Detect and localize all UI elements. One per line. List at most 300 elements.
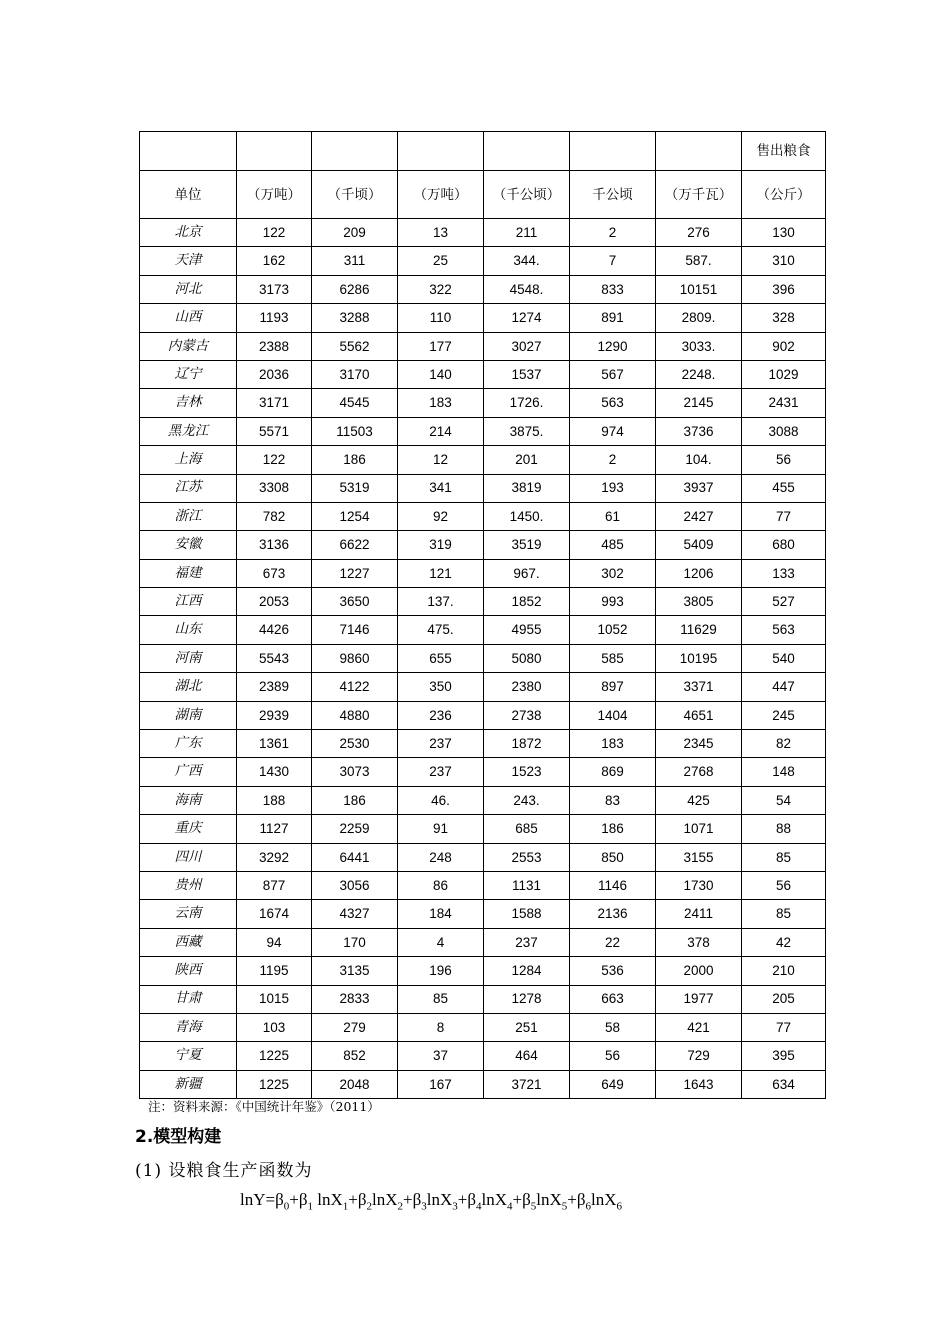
value-cell: 85 (742, 900, 826, 928)
value-cell: 279 (312, 1013, 398, 1041)
value-cell: 2345 (656, 730, 742, 758)
value-cell: 8 (398, 1013, 484, 1041)
value-cell: 1852 (484, 588, 570, 616)
value-cell: 421 (656, 1013, 742, 1041)
region-cell: 山东 (140, 616, 237, 644)
value-cell: 729 (656, 1042, 742, 1070)
region-cell: 宁夏 (140, 1042, 237, 1070)
header-cell (237, 132, 312, 171)
value-cell: 1674 (237, 900, 312, 928)
value-cell: 2389 (237, 673, 312, 701)
item-line: (1) 设粮食生产函数为 (135, 1161, 313, 1181)
value-cell: 328 (742, 304, 826, 332)
value-cell: 86 (398, 871, 484, 899)
table-row (140, 417, 826, 445)
value-cell: 396 (742, 275, 826, 303)
table-row (140, 815, 826, 843)
value-cell: 310 (742, 247, 826, 275)
value-cell: 170 (312, 928, 398, 956)
beta-symbol: β (522, 1190, 531, 1209)
value-cell: 61 (570, 502, 656, 530)
value-cell: 2048 (312, 1070, 398, 1098)
table-row (140, 474, 826, 502)
value-cell: 3135 (312, 957, 398, 985)
table-row (140, 730, 826, 758)
value-cell: 186 (312, 446, 398, 474)
variable-subscript: 3 (452, 1200, 458, 1213)
value-cell: 186 (312, 786, 398, 814)
value-cell: 2553 (484, 843, 570, 871)
value-cell: 140 (398, 360, 484, 388)
value-cell: 1225 (237, 1042, 312, 1070)
value-cell: 1278 (484, 985, 570, 1013)
value-cell: 237 (484, 928, 570, 956)
value-cell: 1225 (237, 1070, 312, 1098)
beta-symbol: β (412, 1190, 422, 1209)
value-cell: 2530 (312, 730, 398, 758)
value-cell: 6622 (312, 531, 398, 559)
value-cell: 4 (398, 928, 484, 956)
value-cell: 1146 (570, 871, 656, 899)
beta-subscript: 1 (307, 1200, 313, 1213)
region-cell: 海南 (140, 786, 237, 814)
value-cell: 1726. (484, 389, 570, 417)
value-cell: 634 (742, 1070, 826, 1098)
value-cell: 77 (742, 1013, 826, 1041)
value-cell: 3875. (484, 417, 570, 445)
value-cell: 4955 (484, 616, 570, 644)
value-cell: 2036 (237, 360, 312, 388)
value-cell: 2053 (237, 588, 312, 616)
value-cell: 183 (570, 730, 656, 758)
value-cell: 425 (656, 786, 742, 814)
table-row (140, 843, 826, 871)
value-cell: 902 (742, 332, 826, 360)
value-cell: 4327 (312, 900, 398, 928)
value-cell: 3292 (237, 843, 312, 871)
variable-subscript: 2 (397, 1200, 403, 1213)
table-row (140, 446, 826, 474)
value-cell: 833 (570, 275, 656, 303)
region-cell: 上海 (140, 446, 237, 474)
table-row (140, 758, 826, 786)
value-cell: 209 (312, 219, 398, 247)
formula-variable: lnX (372, 1190, 398, 1209)
region-cell: 安徽 (140, 531, 237, 559)
value-cell: 1195 (237, 957, 312, 985)
value-cell: 344. (484, 247, 570, 275)
value-cell: 3721 (484, 1070, 570, 1098)
table-row (140, 1013, 826, 1041)
value-cell: 350 (398, 673, 484, 701)
value-cell: 2738 (484, 701, 570, 729)
table-row (140, 588, 826, 616)
table-row (140, 360, 826, 388)
value-cell: 2136 (570, 900, 656, 928)
value-cell: 137. (398, 588, 484, 616)
unit-cell: （千顷） (312, 171, 398, 219)
beta-subscript: 2 (366, 1200, 372, 1213)
value-cell: 852 (312, 1042, 398, 1070)
value-cell: 3937 (656, 474, 742, 502)
value-cell: 891 (570, 304, 656, 332)
formula-variable: lnX (426, 1190, 453, 1209)
value-cell: 248 (398, 843, 484, 871)
value-cell: 11629 (656, 616, 742, 644)
beta-symbol: β (357, 1190, 367, 1209)
value-cell: 5571 (237, 417, 312, 445)
region-cell: 浙江 (140, 502, 237, 530)
value-cell: 567 (570, 360, 656, 388)
table-row (140, 957, 826, 985)
value-cell: 1430 (237, 758, 312, 786)
value-cell: 1290 (570, 332, 656, 360)
header-cell: 售出粮食 (742, 132, 826, 171)
region-cell: 贵州 (140, 871, 237, 899)
table-row (140, 701, 826, 729)
value-cell: 447 (742, 673, 826, 701)
value-cell: 1537 (484, 360, 570, 388)
value-cell: 56 (742, 446, 826, 474)
value-cell: 6441 (312, 843, 398, 871)
value-cell: 3155 (656, 843, 742, 871)
value-cell: 1015 (237, 985, 312, 1013)
region-cell: 北京 (140, 219, 237, 247)
region-cell: 甘肃 (140, 985, 237, 1013)
value-cell: 122 (237, 219, 312, 247)
value-cell: 1131 (484, 871, 570, 899)
table-row (140, 275, 826, 303)
value-cell: 2768 (656, 758, 742, 786)
value-cell: 7 (570, 247, 656, 275)
beta-symbol: β (298, 1190, 308, 1209)
variable-subscript: 5 (561, 1200, 568, 1213)
value-cell: 104. (656, 446, 742, 474)
value-cell: 877 (237, 871, 312, 899)
value-cell: 54 (742, 786, 826, 814)
value-cell: 5409 (656, 531, 742, 559)
region-cell: 湖北 (140, 673, 237, 701)
value-cell: 122 (237, 446, 312, 474)
region-cell: 新疆 (140, 1070, 237, 1098)
value-cell: 2248. (656, 360, 742, 388)
value-cell: 5543 (237, 644, 312, 672)
region-cell: 福建 (140, 559, 237, 587)
table-row (140, 332, 826, 360)
value-cell: 205 (742, 985, 826, 1013)
value-cell: 378 (656, 928, 742, 956)
value-cell: 211 (484, 219, 570, 247)
value-cell: 193 (570, 474, 656, 502)
value-cell: 1450. (484, 502, 570, 530)
value-cell: 3027 (484, 332, 570, 360)
formula-variable: lnX (536, 1190, 562, 1209)
value-cell: 1730 (656, 871, 742, 899)
value-cell: 869 (570, 758, 656, 786)
table-row (140, 786, 826, 814)
value-cell: 162 (237, 247, 312, 275)
table-row (140, 1070, 826, 1098)
value-cell: 3308 (237, 474, 312, 502)
plus-sign: + (348, 1190, 358, 1209)
value-cell: 455 (742, 474, 826, 502)
table-row (140, 219, 826, 247)
value-cell: 3170 (312, 360, 398, 388)
region-cell: 山西 (140, 304, 237, 332)
value-cell: 3650 (312, 588, 398, 616)
value-cell: 974 (570, 417, 656, 445)
header-cell (484, 132, 570, 171)
plus-sign: + (289, 1190, 299, 1209)
value-cell: 1193 (237, 304, 312, 332)
value-cell: 322 (398, 275, 484, 303)
value-cell: 850 (570, 843, 656, 871)
beta-subscript: 0 (283, 1200, 290, 1213)
table-row (140, 616, 826, 644)
value-cell: 42 (742, 928, 826, 956)
value-cell: 167 (398, 1070, 484, 1098)
value-cell: 177 (398, 332, 484, 360)
value-cell: 245 (742, 701, 826, 729)
region-cell: 江苏 (140, 474, 237, 502)
value-cell: 585 (570, 644, 656, 672)
value-cell: 2809. (656, 304, 742, 332)
value-cell: 3736 (656, 417, 742, 445)
region-cell: 西藏 (140, 928, 237, 956)
value-cell: 3805 (656, 588, 742, 616)
value-cell: 276 (656, 219, 742, 247)
value-cell: 186 (570, 815, 656, 843)
table-row (140, 644, 826, 672)
table-row (140, 304, 826, 332)
value-cell: 2939 (237, 701, 312, 729)
region-cell: 云南 (140, 900, 237, 928)
value-cell: 587. (656, 247, 742, 275)
value-cell: 1284 (484, 957, 570, 985)
unit-cell: （千公顷） (484, 171, 570, 219)
value-cell: 37 (398, 1042, 484, 1070)
table-footnote: 注：资料来源：《中国统计年鉴》（2011） (148, 1099, 380, 1114)
value-cell: 1127 (237, 815, 312, 843)
value-cell: 319 (398, 531, 484, 559)
value-cell: 2388 (237, 332, 312, 360)
value-cell: 2833 (312, 985, 398, 1013)
value-cell: 2431 (742, 389, 826, 417)
value-cell: 92 (398, 502, 484, 530)
section-title: 2.模型构建 (135, 1127, 222, 1147)
formula-variable: lnX (313, 1190, 343, 1209)
value-cell: 536 (570, 957, 656, 985)
value-cell: 4548. (484, 275, 570, 303)
region-cell: 湖南 (140, 701, 237, 729)
plus-sign: + (403, 1190, 413, 1209)
value-cell: 1254 (312, 502, 398, 530)
beta-subscript: 4 (476, 1200, 482, 1213)
value-cell: 214 (398, 417, 484, 445)
table-row (140, 389, 826, 417)
value-cell: 464 (484, 1042, 570, 1070)
value-cell: 12 (398, 446, 484, 474)
value-cell: 1274 (484, 304, 570, 332)
region-cell: 河南 (140, 644, 237, 672)
value-cell: 94 (237, 928, 312, 956)
region-cell: 青海 (140, 1013, 237, 1041)
value-cell: 46. (398, 786, 484, 814)
value-cell: 10151 (656, 275, 742, 303)
unit-cell: 千公顷 (570, 171, 656, 219)
table-row (140, 673, 826, 701)
value-cell: 4545 (312, 389, 398, 417)
header-cell (312, 132, 398, 171)
value-cell: 82 (742, 730, 826, 758)
value-cell: 2000 (656, 957, 742, 985)
table-row (140, 871, 826, 899)
beta-symbol: β (467, 1190, 476, 1209)
value-cell: 243. (484, 786, 570, 814)
value-cell: 121 (398, 559, 484, 587)
table-row (140, 531, 826, 559)
value-cell: 7146 (312, 616, 398, 644)
region-cell: 吉林 (140, 389, 237, 417)
value-cell: 196 (398, 957, 484, 985)
value-cell: 3073 (312, 758, 398, 786)
value-cell: 56 (742, 871, 826, 899)
variable-subscript: 6 (616, 1200, 622, 1213)
value-cell: 311 (312, 247, 398, 275)
value-cell: 1404 (570, 701, 656, 729)
value-cell: 9860 (312, 644, 398, 672)
value-cell: 4651 (656, 701, 742, 729)
value-cell: 13 (398, 219, 484, 247)
value-cell: 563 (570, 389, 656, 417)
plus-sign: + (512, 1190, 523, 1209)
value-cell: 88 (742, 815, 826, 843)
value-cell: 56 (570, 1042, 656, 1070)
value-cell: 967. (484, 559, 570, 587)
formula-variable: lnX (481, 1190, 507, 1209)
value-cell: 2 (570, 446, 656, 474)
value-cell: 649 (570, 1070, 656, 1098)
value-cell: 110 (398, 304, 484, 332)
table-row (140, 928, 826, 956)
value-cell: 130 (742, 219, 826, 247)
value-cell: 685 (484, 815, 570, 843)
unit-cell: （万吨） (237, 171, 312, 219)
value-cell: 993 (570, 588, 656, 616)
header-cell (656, 132, 742, 171)
region-cell: 内蒙古 (140, 332, 237, 360)
value-cell: 85 (398, 985, 484, 1013)
header-cell (140, 132, 237, 171)
region-cell: 河北 (140, 275, 237, 303)
value-cell: 4880 (312, 701, 398, 729)
value-cell: 3288 (312, 304, 398, 332)
region-cell: 广西 (140, 758, 237, 786)
value-cell: 3056 (312, 871, 398, 899)
region-cell: 重庆 (140, 815, 237, 843)
table-row (140, 900, 826, 928)
value-cell: 22 (570, 928, 656, 956)
region-cell: 江西 (140, 588, 237, 616)
region-cell: 天津 (140, 247, 237, 275)
value-cell: 680 (742, 531, 826, 559)
beta-subscript: 3 (421, 1200, 427, 1213)
value-cell: 83 (570, 786, 656, 814)
beta-subscript: 5 (530, 1200, 537, 1213)
header-row-units (140, 171, 826, 219)
value-cell: 5080 (484, 644, 570, 672)
value-cell: 201 (484, 446, 570, 474)
value-cell: 133 (742, 559, 826, 587)
production-function-formula (240, 1190, 622, 1212)
value-cell: 563 (742, 616, 826, 644)
value-cell: 1643 (656, 1070, 742, 1098)
beta-symbol: β (275, 1190, 284, 1209)
value-cell: 3819 (484, 474, 570, 502)
value-cell: 103 (237, 1013, 312, 1041)
value-cell: 148 (742, 758, 826, 786)
value-cell: 4122 (312, 673, 398, 701)
value-cell: 91 (398, 815, 484, 843)
variable-subscript: 1 (342, 1200, 349, 1213)
value-cell: 395 (742, 1042, 826, 1070)
value-cell: 1206 (656, 559, 742, 587)
region-cell: 陕西 (140, 957, 237, 985)
value-cell: 3033. (656, 332, 742, 360)
value-cell: 3173 (237, 275, 312, 303)
region-cell: 黑龙江 (140, 417, 237, 445)
value-cell: 184 (398, 900, 484, 928)
value-cell: 1227 (312, 559, 398, 587)
value-cell: 11503 (312, 417, 398, 445)
region-cell: 辽宁 (140, 360, 237, 388)
value-cell: 475. (398, 616, 484, 644)
value-cell: 188 (237, 786, 312, 814)
value-cell: 485 (570, 531, 656, 559)
header-cell (398, 132, 484, 171)
value-cell: 673 (237, 559, 312, 587)
grain-data-table (139, 131, 826, 1099)
value-cell: 1588 (484, 900, 570, 928)
value-cell: 3371 (656, 673, 742, 701)
value-cell: 58 (570, 1013, 656, 1041)
formula-lhs: lnY= (240, 1190, 276, 1209)
unit-cell: （万吨） (398, 171, 484, 219)
value-cell: 655 (398, 644, 484, 672)
value-cell: 341 (398, 474, 484, 502)
value-cell: 2259 (312, 815, 398, 843)
value-cell: 3171 (237, 389, 312, 417)
value-cell: 183 (398, 389, 484, 417)
value-cell: 782 (237, 502, 312, 530)
value-cell: 897 (570, 673, 656, 701)
formula-variable: lnX (591, 1190, 617, 1209)
value-cell: 25 (398, 247, 484, 275)
header-cell (570, 132, 656, 171)
value-cell: 210 (742, 957, 826, 985)
value-cell: 4426 (237, 616, 312, 644)
value-cell: 2145 (656, 389, 742, 417)
value-cell: 10195 (656, 644, 742, 672)
value-cell: 3136 (237, 531, 312, 559)
region-cell: 四川 (140, 843, 237, 871)
value-cell: 2380 (484, 673, 570, 701)
header-row-top (140, 132, 826, 171)
value-cell: 6286 (312, 275, 398, 303)
table-row (140, 502, 826, 530)
value-cell: 540 (742, 644, 826, 672)
value-cell: 3519 (484, 531, 570, 559)
